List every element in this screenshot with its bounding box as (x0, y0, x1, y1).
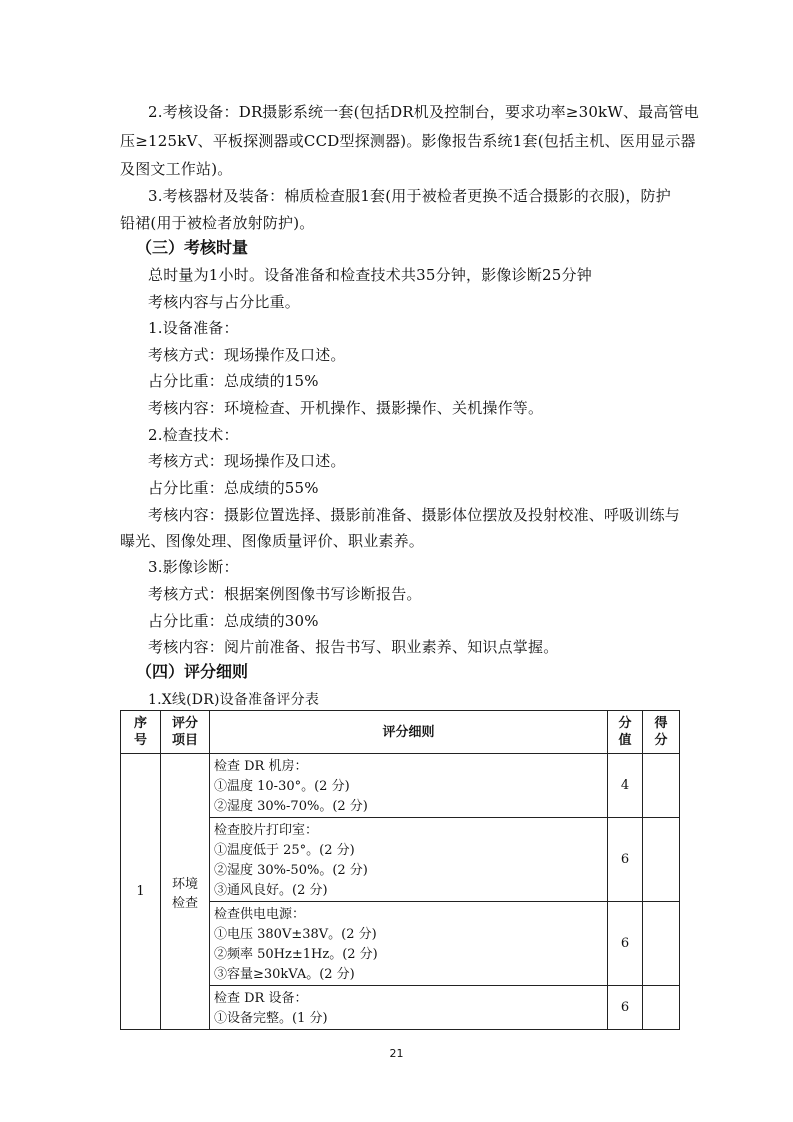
text-line: 曝光、图像处理、图像质量评价、职业素养。 (120, 532, 425, 550)
detail-cell: 检查胶片打印室： ①温度低于 25°。(2 分) ②湿度 30%-50%。(2 分) ③通风良好。(2 分) (210, 818, 608, 902)
text-line: 总时量为1小时。设备准备和检查技术共35分钟，影像诊断25分钟 (148, 266, 592, 284)
text-line: 3.影像诊断： (148, 558, 239, 576)
header-got: 得 分 (643, 711, 680, 754)
header-no: 序 号 (121, 711, 161, 754)
text-line: 1.设备准备： (148, 319, 239, 337)
text-line: 2.检查技术： (148, 426, 239, 444)
section-heading-3: （三）考核时量 (136, 238, 249, 257)
header-score: 分 值 (608, 711, 643, 754)
text-line: 3.考核器材及装备：棉质检查服1套(用于被检者更换不适合摄影的衣服)，防护 (148, 187, 671, 205)
text-line: 考核方式：现场操作及口述。 (148, 452, 346, 470)
header-detail: 评分细则 (210, 711, 608, 754)
table-header-row (121, 711, 680, 754)
score-input-cell (643, 754, 680, 818)
text-line: 考核方式：根据案例图像书写诊断报告。 (148, 585, 422, 603)
score-input-cell (643, 902, 680, 986)
detail-cell: 检查供电电源： ①电压 380V±38V。(2 分) ②频率 50Hz±1Hz。(2 分) ③容量≥30kVA。(2 分) (210, 902, 608, 986)
page-number: 21 (389, 1047, 404, 1060)
text-line: 及图文工作站)。 (120, 160, 233, 178)
text-line: 考核内容：摄影位置选择、摄影前准备、摄影体位摆放及投射校准、呼吸训练与 (148, 506, 681, 524)
text-line: 考核方式：现场操作及口述。 (148, 346, 346, 364)
table-caption: 1.X线(DR)设备准备评分表 (148, 692, 320, 708)
score-input-cell (643, 818, 680, 902)
group-number: 1 (121, 754, 161, 1030)
section-heading-4: （四）评分细则 (136, 662, 249, 681)
text-line: 占分比重：总成绩的30% (148, 612, 319, 630)
text-line: 考核内容：阅片前准备、报告书写、职业素养、知识点掌握。 (148, 638, 559, 656)
scoring-table (120, 710, 680, 1030)
detail-cell: 检查 DR 设备： ①设备完整。(1 分) (210, 986, 608, 1030)
text-line: 占分比重：总成绩的15% (148, 372, 319, 390)
score-value: 6 (608, 986, 643, 1030)
text-line: 压≥125kV、平板探测器或CCD型探测器)。影像报告系统1套(包括主机、医用显示器 (120, 132, 696, 150)
text-line: 占分比重：总成绩的55% (148, 479, 319, 497)
score-value: 4 (608, 754, 643, 818)
text-line: 考核内容：环境检查、开机操作、摄影操作、关机操作等。 (148, 399, 544, 417)
text-line: 2.考核设备：DR摄影系统一套(包括DR机及控制台，要求功率≥30kW、最高管电 (148, 103, 699, 121)
group-item: 环境 检查 (161, 754, 210, 1030)
detail-cell: 检查 DR 机房： ①温度 10-30°。(2 分) ②湿度 30%-70%。(2 分) (210, 754, 608, 818)
header-item: 评分 项目 (161, 711, 210, 754)
table-row (121, 754, 680, 818)
score-value: 6 (608, 818, 643, 902)
text-line: 铅裙(用于被检者放射防护)。 (120, 214, 315, 232)
score-value: 6 (608, 902, 643, 986)
score-input-cell (643, 986, 680, 1030)
text-line: 考核内容与占分比重。 (148, 293, 301, 311)
